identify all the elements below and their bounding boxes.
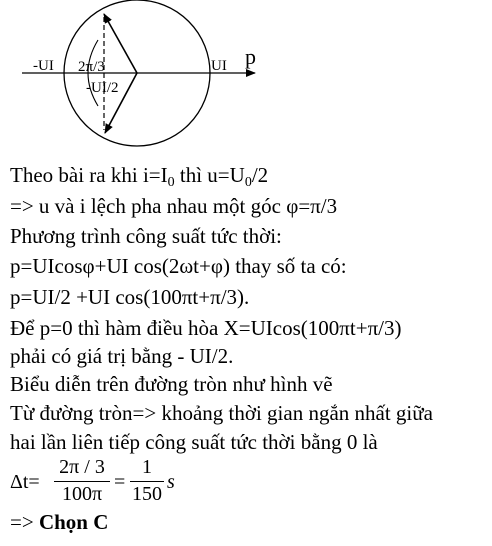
text-line-3: Phương trình công suất tức thời: [10,224,282,248]
text-line-1: Theo bài ra khi $i=I_0$ thì $u=U_0/2$ [10,163,269,190]
text-line-8: Biểu diễn trên đường tròn như hình vẽ [10,372,333,396]
text-line-9: Từ đường tròn=> khoảng thời gian ngắn nhất giữa [10,401,433,425]
fraction-1-numerator: 2π / 3 [59,456,105,478]
text-line-7: phải có giá trị bằng - UI/2. [10,344,234,368]
text-line-4: p=UIcosφ+UI cos(2ωt+φ) thay số ta có: [10,254,347,278]
fraction-2-bar [130,481,164,482]
label-half: -UI/2 [86,80,119,96]
fraction-2-denominator: 150 [132,483,162,505]
formula-unit: s [167,471,175,493]
text-line-2: => u và i lệch pha nhau một góc φ=π/3 [10,194,338,218]
formula-equals: = [114,471,126,493]
fraction-2-numerator: 1 [142,456,152,478]
answer-line: => Chọn C [10,510,109,534]
label-neg-ui: -UI [33,58,54,74]
fraction-1-denominator: 100π [61,483,103,505]
label-ui: UI [211,58,227,74]
label-axis-p: p [245,44,256,69]
fraction-1-bar [54,481,110,482]
time-formula [10,456,210,506]
formula-lhs: Δt= [10,471,40,493]
text-line-10: hai lần liên tiếp công suất tức thời bằng 0 là [10,430,378,454]
answer-choice: Chọn C [38,510,109,534]
fraction-angle-over-omega [54,456,110,506]
label-angle: 2π/3 [78,59,105,75]
text-line-6: Để p=0 thì hàm điều hòa X=UIcos(100πt+π/3) [10,316,402,340]
fraction-result [130,456,164,506]
upper-vector [104,14,137,73]
phase-circle-diagram [0,0,260,160]
text-line-5: p=UI/2 +UI cos(100πt+π/3). [10,285,250,309]
